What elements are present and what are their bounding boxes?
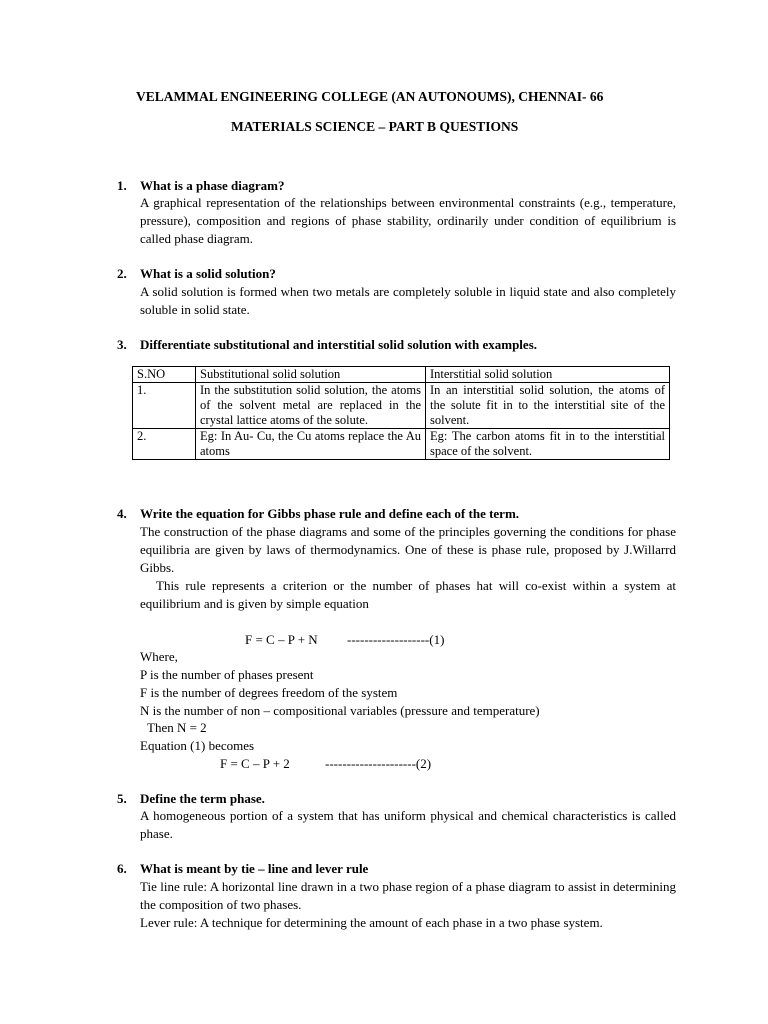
question-title: What is a solid solution? — [140, 266, 276, 281]
table-header-row — [133, 367, 670, 383]
subject-title: MATERIALS SCIENCE – PART B QUESTIONS — [231, 119, 519, 134]
table-cell: Eg: The carbon atoms fit in to the interstitial space of the solvent. — [426, 429, 670, 460]
comparison-table — [132, 366, 670, 460]
answer-text: Tie line rule: A horizontal line drawn in a two phase region of a phase diagram to assist in determining the composition of two phases. — [140, 879, 676, 912]
where-label: Where, — [140, 649, 178, 664]
answer-text: A graphical representation of the relationships between environmental constraints (e.g., temperature, pressure), composition and regions of phase stability, ordinarily under condition of equilibrium is called phase diagram. — [140, 195, 676, 246]
answer-text: Lever rule: A technique for determining the amount of each phase in a two phase system. — [140, 915, 603, 930]
equation: F = C – P + 2 — [220, 756, 290, 771]
question-number: 6. — [117, 861, 127, 876]
table-header-cell: Substitutional solid solution — [196, 367, 426, 383]
definition-line: P is the number of phases present — [140, 667, 314, 682]
equation-reference: -------------------(1) — [347, 632, 445, 647]
answer-text: The construction of the phase diagrams and some of the principles governing the conditions for phase equilibria are given by laws of thermodynamics. One of these is phase rule, proposed by J.Willarrd Gibbs. — [140, 524, 676, 575]
equation-reference: ---------------------(2) — [325, 756, 432, 771]
table-row — [133, 429, 670, 460]
table-cell: In the substitution solid solution, the atoms of the solvent metal are replaced in the crystal lattice atoms of the solute. — [196, 383, 426, 429]
question-title: What is a phase diagram? — [140, 178, 285, 193]
table-cell: 1. — [133, 383, 196, 429]
table-cell: 2. — [133, 429, 196, 460]
answer-text: This rule represents a criterion or the number of phases hat will co-exist within a system at equilibrium and is given by simple equation — [140, 578, 676, 611]
table-cell: Eg: In Au- Cu, the Cu atoms replace the Au atoms — [196, 429, 426, 460]
table-cell: In an interstitial solid solution, the atoms of the solute fit in to the interstitial site of the solvent. — [426, 383, 670, 429]
definition-line: F is the number of degrees freedom of the system — [140, 685, 398, 700]
question-title: Define the term phase. — [140, 791, 265, 806]
table-header-cell: Interstitial solid solution — [426, 367, 670, 383]
table-row — [133, 383, 670, 429]
table-header-cell: S.NO — [133, 367, 196, 383]
question-number: 2. — [117, 266, 127, 281]
equation: F = C – P + N — [245, 632, 318, 647]
question-number: 3. — [117, 337, 127, 352]
then-line: Then N = 2 — [147, 720, 207, 735]
question-title: Write the equation for Gibbs phase rule and define each of the term. — [140, 506, 520, 521]
question-number: 5. — [117, 791, 127, 806]
becomes-line: Equation (1) becomes — [140, 738, 255, 753]
question-title: What is meant by tie – line and lever rule — [140, 861, 369, 876]
college-title: VELAMMAL ENGINEERING COLLEGE (AN AUTONOUMS), CHENNAI- 66 — [136, 89, 604, 104]
question-number: 1. — [117, 178, 127, 193]
question-title: Differentiate substitutional and interstitial solid solution with examples. — [140, 337, 538, 352]
question-number: 4. — [117, 506, 127, 521]
answer-text: A solid solution is formed when two metals are completely soluble in liquid state and also completely soluble in solid state. — [140, 284, 676, 317]
answer-text: A homogeneous portion of a system that has uniform physical and chemical characteristics is called phase. — [140, 808, 676, 841]
definition-line: N is the number of non – compositional variables (pressure and temperature) — [140, 703, 540, 718]
